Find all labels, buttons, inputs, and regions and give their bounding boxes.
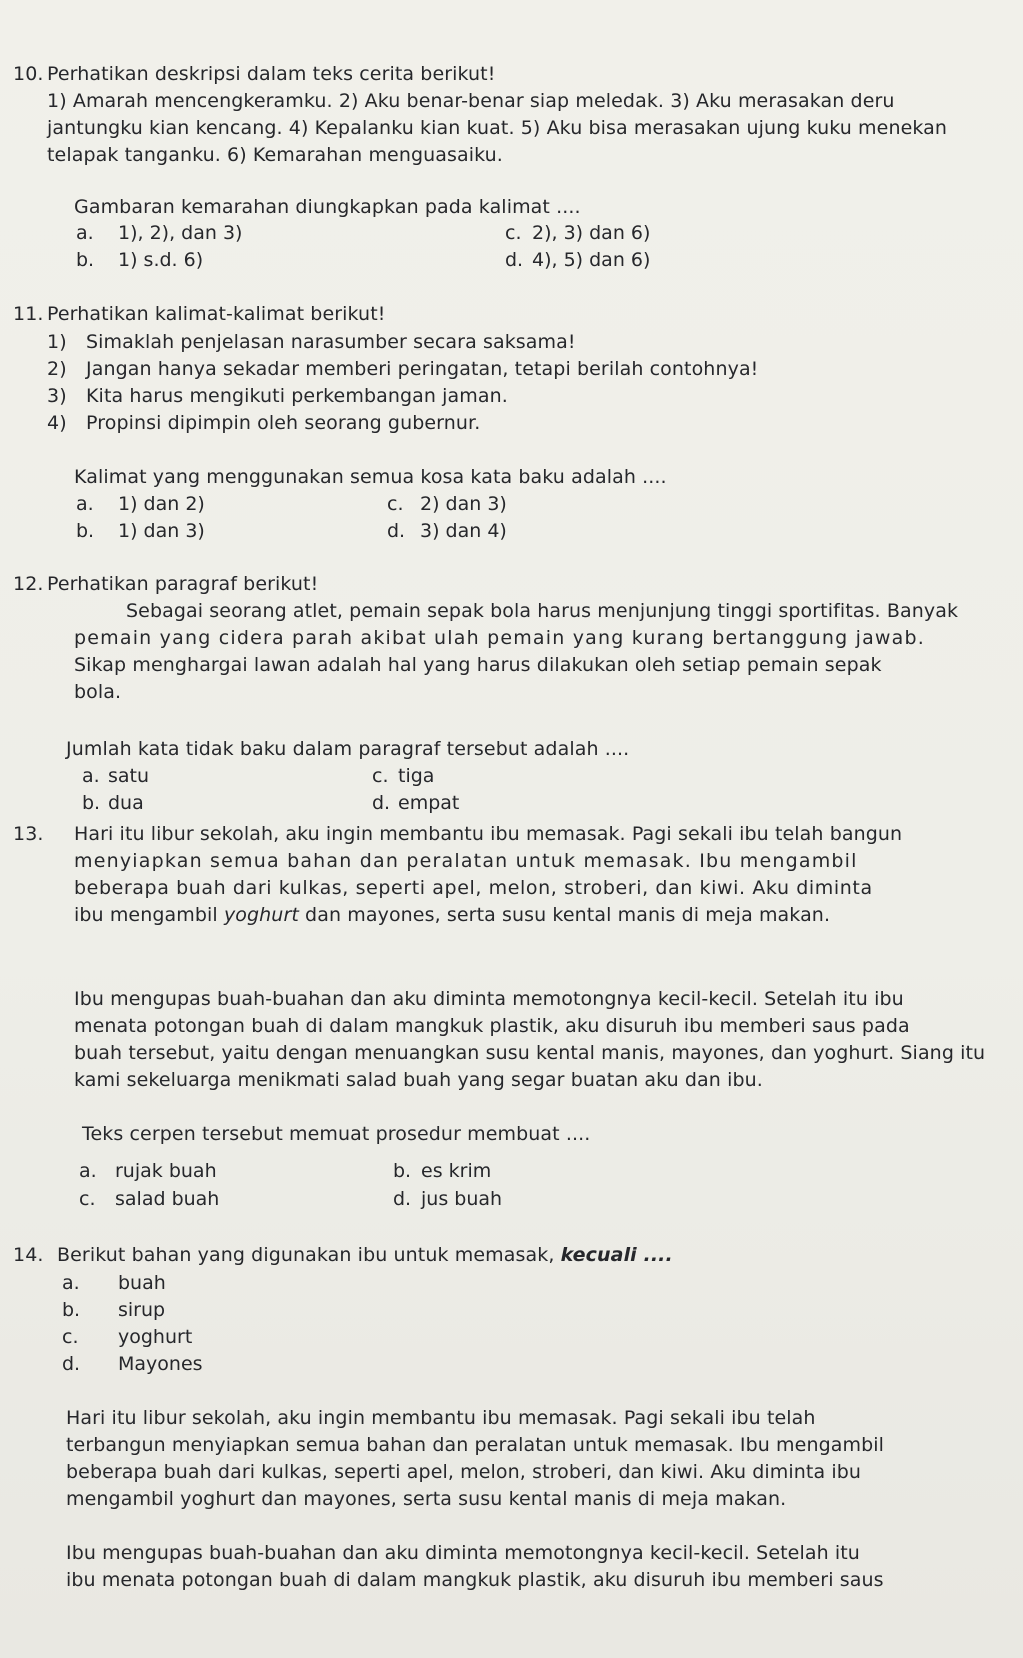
option-14-b[interactable]: b. sirup <box>62 1299 166 1321</box>
option-13-b[interactable]: c. salad buah <box>79 1188 220 1210</box>
list-item: Kita harus mengikuti perkembangan jaman. <box>86 385 508 407</box>
question-14-number: 14. <box>13 1244 44 1266</box>
option-10-c[interactable]: c. 2), 3) dan 6) <box>505 222 651 244</box>
story-text-line: mengambil yoghurt dan mayones, serta susu kental manis di meja makan. <box>66 1488 787 1510</box>
question-12-text-line: Sikap menghargai lawan adalah hal yang harus dilakukan oleh setiap pemain sepak <box>74 654 882 676</box>
list-item-number: 1) <box>47 331 67 353</box>
list-item: Simaklah penjelasan narasumber secara saksama! <box>86 331 576 353</box>
question-13-text-line: Hari itu libur sekolah, aku ingin membantu ibu memasak. Pagi sekali ibu telah bangun <box>74 823 903 845</box>
option-13-a[interactable]: a. rujak buah <box>79 1160 217 1182</box>
question-13-question: Teks cerpen tersebut memuat prosedur membuat .... <box>82 1123 591 1145</box>
story-text-line: Hari itu libur sekolah, aku ingin membantu ibu memasak. Pagi sekali ibu telah <box>66 1407 816 1429</box>
question-13-text-line: menata potongan buah di dalam mangkuk plastik, aku disuruh ibu memberi saus pada <box>74 1015 910 1037</box>
question-10-question: Gambaran kemarahan diungkapkan pada kalimat .... <box>74 196 581 218</box>
question-14-question: Berikut bahan yang digunakan ibu untuk memasak, kecuali .... <box>57 1244 673 1266</box>
option-12-b[interactable]: b. dua <box>82 792 144 814</box>
question-12-text-line: pemain yang cidera parah akibat ulah pemain yang kurang bertanggung jawab. <box>74 627 926 649</box>
question-10-instruction: Perhatikan deskripsi dalam teks cerita berikut! <box>47 63 496 85</box>
option-14-a[interactable]: a. buah <box>62 1272 166 1294</box>
list-item: Jangan hanya sekadar memberi peringatan, tetapi berilah contohnya! <box>86 358 759 380</box>
story-text-line: terbangun menyiapkan semua bahan dan peralatan untuk memasak. Ibu mengambil <box>66 1434 885 1456</box>
question-10-text-line: jantungku kian kencang. 4) Kepalanku kian kuat. 5) Aku bisa merasakan ujung kuku menekan <box>47 117 948 139</box>
question-13-number: 13. <box>13 823 44 845</box>
question-10-text-line: telapak tanganku. 6) Kemarahan menguasaiku. <box>47 144 503 166</box>
question-13-text-line: menyiapkan semua bahan dan peralatan untuk memasak. Ibu mengambil <box>74 850 858 872</box>
story-text-line: beberapa buah dari kulkas, seperti apel, melon, stroberi, dan kiwi. Aku diminta ibu <box>66 1461 862 1483</box>
question-12-instruction: Perhatikan paragraf berikut! <box>47 573 319 595</box>
option-14-d[interactable]: d. Mayones <box>62 1353 203 1375</box>
option-11-c[interactable]: c. 2) dan 3) <box>387 493 507 515</box>
list-item: Propinsi dipimpin oleh seorang gubernur. <box>86 412 481 434</box>
question-13-text-line: beberapa buah dari kulkas, seperti apel, melon, stroberi, dan kiwi. Aku diminta <box>74 877 873 899</box>
question-12-number: 12. <box>13 573 44 595</box>
question-12-question: Jumlah kata tidak baku dalam paragraf tersebut adalah .... <box>66 738 630 760</box>
question-12-text-line: Sebagai seorang atlet, pemain sepak bola harus menjunjung tinggi sportifitas. Banyak <box>126 600 959 622</box>
option-12-d[interactable]: d. empat <box>372 792 460 814</box>
option-12-c[interactable]: c. tiga <box>372 765 435 787</box>
question-10-number: 10. <box>13 63 44 85</box>
option-13-d[interactable]: d. jus buah <box>393 1188 503 1210</box>
option-12-a[interactable]: a. satu <box>82 765 150 787</box>
question-12-text-line: bola. <box>74 681 122 703</box>
option-10-d[interactable]: d. 4), 5) dan 6) <box>505 249 651 271</box>
question-11-instruction: Perhatikan kalimat-kalimat berikut! <box>47 303 386 325</box>
option-13-c[interactable]: b. es krim <box>393 1160 492 1182</box>
option-11-a[interactable]: a. 1) dan 2) <box>76 493 205 515</box>
question-11-question: Kalimat yang menggunakan semua kosa kata baku adalah .... <box>74 466 667 488</box>
question-13-text-line: Ibu mengupas buah-buahan dan aku diminta memotongnya kecil-kecil. Setelah itu ibu <box>74 988 904 1010</box>
option-11-b[interactable]: b. 1) dan 3) <box>76 520 205 542</box>
option-10-a[interactable]: a. 1), 2), dan 3) <box>76 222 243 244</box>
option-10-b[interactable]: b. 1) s.d. 6) <box>76 249 204 271</box>
option-14-c[interactable]: c. yoghurt <box>62 1326 193 1348</box>
story-text-line: Ibu mengupas buah-buahan dan aku diminta memotongnya kecil-kecil. Setelah itu <box>66 1542 860 1564</box>
list-item-number: 4) <box>47 412 67 434</box>
question-11-number: 11. <box>13 303 44 325</box>
list-item-number: 3) <box>47 385 67 407</box>
question-13-text-line: buah tersebut, yaitu dengan menuangkan susu kental manis, mayones, dan yoghurt. Siang itu <box>74 1042 986 1064</box>
question-10-text-line: 1) Amarah mencengkeramku. 2) Aku benar-benar siap meledak. 3) Aku merasakan deru <box>47 90 895 112</box>
question-13-text-line: ibu mengambil yoghurt dan mayones, serta susu kental manis di meja makan. <box>74 904 831 926</box>
option-11-d[interactable]: d. 3) dan 4) <box>387 520 507 542</box>
story-text-line: ibu menata potongan buah di dalam mangkuk plastik, aku disuruh ibu memberi saus <box>66 1569 884 1591</box>
list-item-number: 2) <box>47 358 67 380</box>
question-13-text-line: kami sekeluarga menikmati salad buah yang segar buatan aku dan ibu. <box>74 1069 763 1091</box>
